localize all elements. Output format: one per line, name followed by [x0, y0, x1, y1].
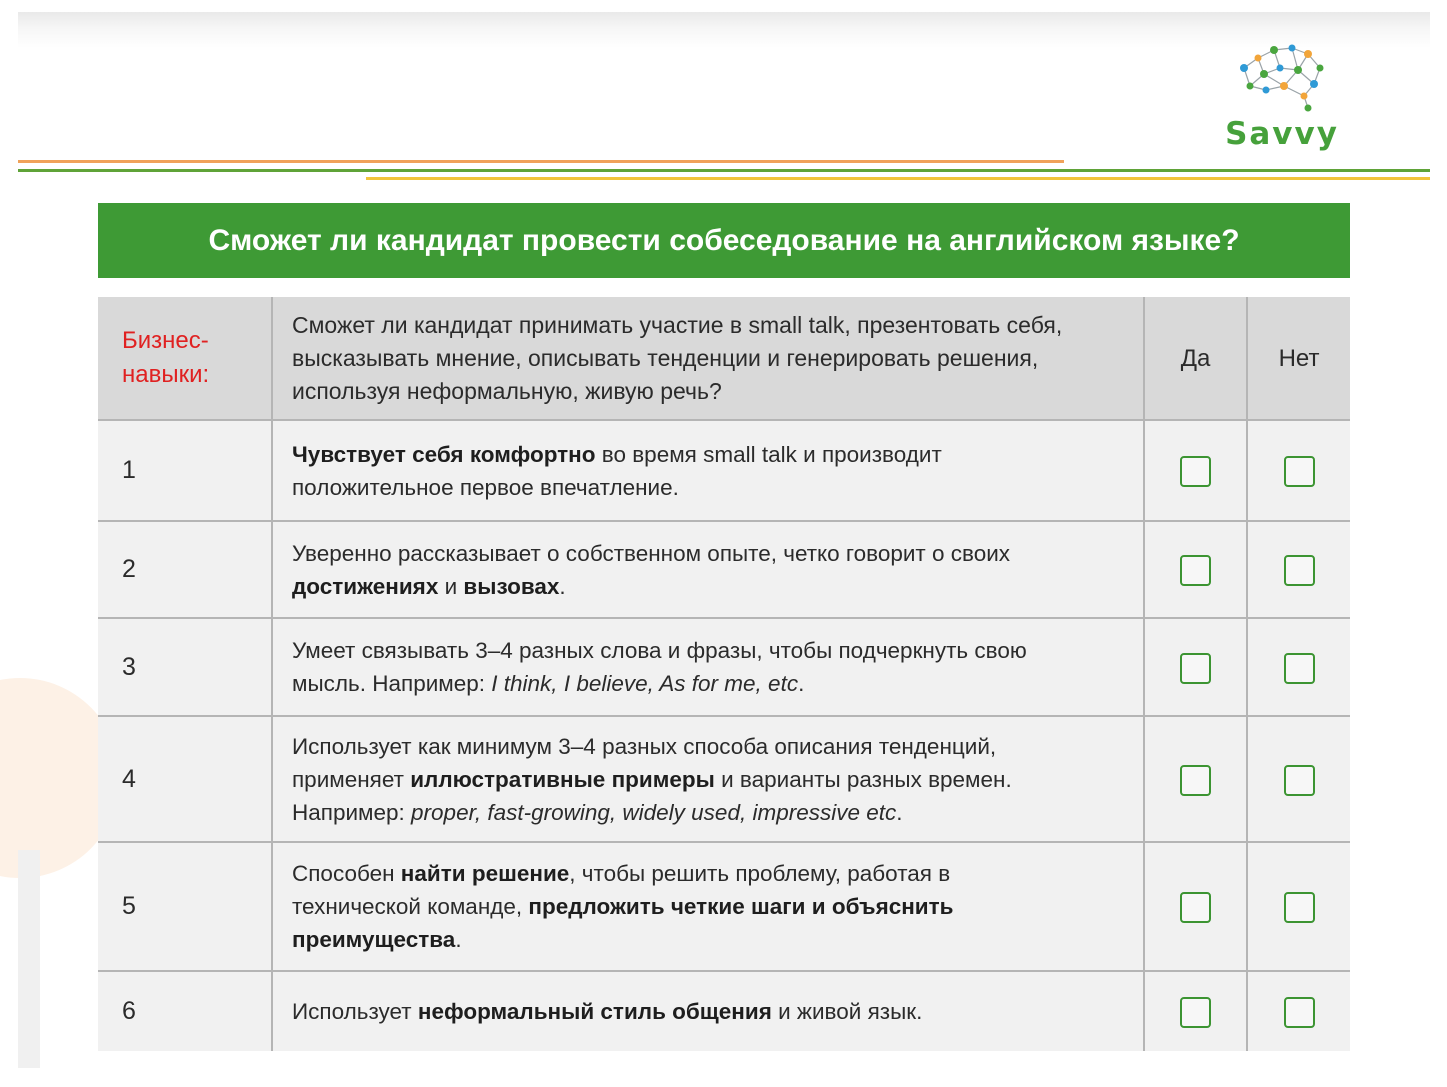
- table-row: [98, 420, 1350, 521]
- header-yes-cell: [1144, 297, 1247, 420]
- text-bold: достижениях: [292, 573, 439, 599]
- text-bold: найти решение: [400, 861, 570, 886]
- table-row: [98, 716, 1350, 842]
- skills-label-cell: [98, 297, 272, 420]
- decorative-bar: [18, 850, 40, 1068]
- no-checkbox[interactable]: [1284, 892, 1315, 923]
- text-bold: неформальный стиль общения: [417, 999, 772, 1024]
- yes-checkbox[interactable]: [1180, 653, 1211, 684]
- row-number: 4: [122, 764, 136, 793]
- yes-checkbox[interactable]: [1180, 997, 1211, 1028]
- skills-label: Бизнес-навыки:: [122, 327, 210, 388]
- header-question-cell: [272, 297, 1144, 420]
- row-number: 3: [122, 652, 136, 681]
- text-normal: Способен: [292, 861, 401, 886]
- logo-text: Savvy: [1225, 116, 1339, 152]
- row-number: 6: [122, 997, 136, 1025]
- text-normal: .: [455, 927, 462, 952]
- text-normal: .: [896, 799, 903, 825]
- text-normal: .: [798, 671, 805, 696]
- text-normal: во время small talk и производит положительное первое впечатление.: [292, 441, 942, 500]
- row-description: [292, 537, 1022, 603]
- text-bold: Чувствует себя комфортно: [292, 441, 596, 467]
- row-description: [292, 634, 1062, 700]
- yes-checkbox[interactable]: [1180, 892, 1211, 923]
- table-header-row: [98, 297, 1350, 420]
- savvy-logo: [1222, 38, 1342, 158]
- divider-green: [18, 169, 1430, 172]
- header-yes: Да: [1180, 344, 1211, 372]
- row-number: 5: [122, 892, 136, 920]
- no-checkbox[interactable]: [1284, 997, 1315, 1028]
- table-row: [98, 521, 1350, 618]
- row-number: 2: [122, 555, 136, 583]
- yes-checkbox[interactable]: [1180, 765, 1211, 796]
- table-row: [98, 842, 1350, 971]
- row-description: [292, 438, 1022, 504]
- table-row: [98, 618, 1350, 716]
- header-shade: [18, 12, 1430, 48]
- text-italic: I think, I believe, As for me, etc: [491, 671, 799, 696]
- yes-checkbox[interactable]: [1180, 555, 1211, 586]
- header-no-cell: [1247, 297, 1350, 420]
- yes-checkbox[interactable]: [1180, 456, 1211, 487]
- row-number: 1: [122, 456, 136, 484]
- no-checkbox[interactable]: [1284, 653, 1315, 684]
- no-checkbox[interactable]: [1284, 555, 1315, 586]
- text-normal: и варианты разных времен. Например:: [292, 766, 1012, 825]
- page-title: Сможет ли кандидат провести собеседование на английском языке?: [98, 203, 1350, 278]
- no-checkbox[interactable]: [1284, 456, 1315, 487]
- text-normal: Использует: [292, 999, 418, 1024]
- checklist-table: [98, 297, 1350, 1051]
- text-bold: иллюстративные примеры: [410, 766, 715, 792]
- text-normal: Уверенно рассказывает о собственном опыте, четко говорит о своих: [292, 540, 1011, 566]
- text-bold: вызовах: [463, 573, 560, 599]
- text-normal: и живой язык.: [771, 999, 923, 1024]
- text-normal: .: [559, 573, 566, 599]
- header-no: Нет: [1278, 344, 1320, 372]
- divider-yellow: [366, 177, 1430, 180]
- text-normal: Использует как минимум 3–4 разных способа описания тенденций, применяет: [292, 733, 997, 792]
- text-normal: и: [438, 573, 464, 599]
- table-row: [98, 971, 1350, 1051]
- text-bold: предложить четкие шаги и объяснить преимущества: [292, 894, 954, 952]
- divider-orange: [18, 160, 1064, 163]
- text-normal: Умеет связывать 3–4 разных слова и фразы, чтобы подчеркнуть свою мысль. Например:: [292, 638, 1027, 696]
- no-checkbox[interactable]: [1284, 765, 1315, 796]
- network-brain-icon: [1234, 40, 1330, 114]
- text-normal: , чтобы решить проблему, работая в технической команде,: [292, 861, 951, 919]
- row-description: [292, 730, 1107, 829]
- row-description: [292, 995, 1107, 1028]
- row-description: [292, 857, 1062, 956]
- text-italic: proper, fast-growing, widely used, impressive etc: [411, 799, 897, 825]
- header-question: Сможет ли кандидат принимать участие в small talk, презентовать себя, высказывать мнение, описывать тенденции и генерировать решения, используя неформальную, живую речь?: [292, 311, 1063, 404]
